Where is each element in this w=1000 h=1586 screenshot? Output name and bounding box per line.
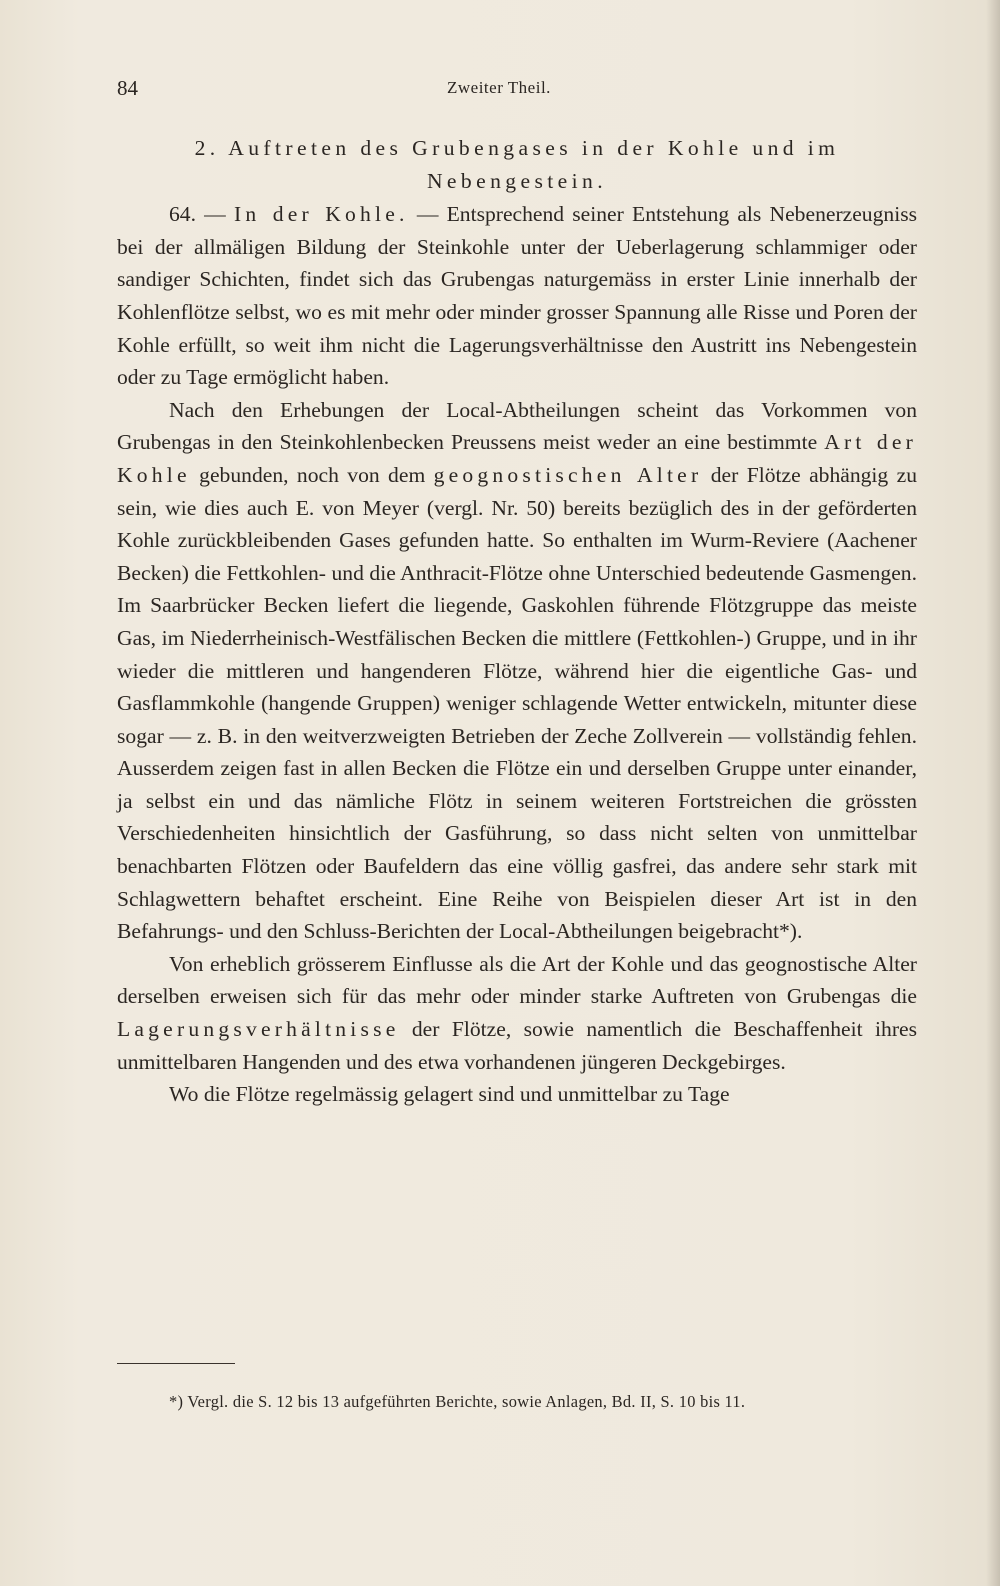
paragraph-text-2: der Flötze, sowie namentlich die Beschaffenheit ihres unmittelbaren Hangenden und des etwa vorhandenen jüngeren Deckgebirges.: [117, 1017, 917, 1074]
page-header: [117, 76, 917, 106]
paragraph-text: — Entsprechend seiner Entstehung als Nebenerzeugniss bei der allmäligen Bildung der Steinkohle unter der Ueberlagerung schlammiger oder sandiger Schichten, findet sich das Grubengas naturgemäss in erster Linie innerhalb der Kohlenflötze selbst, wo es mit mehr oder minder grosser Spannung alle Risse und Poren der Kohle erfüllt, so weit ihm nicht die Lagerungsverhältnisse den Austritt ins Nebengestein oder zu Tage ermöglicht haben.: [117, 202, 918, 390]
paragraph-number: 64.: [169, 202, 196, 227]
footnote-rule: [117, 1363, 235, 1364]
page-number: 84: [117, 76, 138, 100]
spaced-term-geognostischen-alter: geognostischen Alter: [433, 462, 703, 487]
paragraph-text-1: Nach den Erhebungen der Local-Abtheilungen scheint das Vorkommen von Grubengas in den Steinkohlenbecken Preussens meist weder an eine bestimmte: [117, 397, 917, 455]
running-head: Zweiter Theil.: [447, 78, 551, 97]
footnote: *) Vergl. die S. 12 bis 13 aufgeführten Berichte, sowie Anlagen, Bd. II, S. 10 bis 11.: [169, 1392, 746, 1411]
paragraph-heading: In der Kohle.: [233, 202, 409, 227]
dash: —: [196, 202, 234, 227]
paragraph-64: [117, 198, 917, 394]
page-edge-shadow: [986, 0, 1000, 1586]
section-title-line2: Nebengestein.: [426, 168, 608, 193]
paragraph-text-1: Von erheblich grösserem Einflusse als die Art der Kohle und das geognostische Alter derselben erweisen sich für das mehr oder minder starke Auftreten von Grubengas die: [117, 951, 917, 1009]
section-title-line1: 2. Auftreten des Grubengases in der Kohle und im: [194, 136, 840, 160]
paragraph-2: [117, 394, 917, 948]
main-text: [117, 132, 917, 1111]
spaced-term-lagerungsverhaeltnisse: Lagerungsverhältnisse: [117, 1017, 400, 1042]
paragraph-4: [117, 1078, 917, 1111]
spaced-term-art-der-kohle: Art der Kohle: [117, 430, 917, 487]
paragraph-text-3: der Flötze abhängig zu sein, wie dies auch E. von Meyer (vergl. Nr. 50) bereits bezüglich des in der geförderten Kohle zurückbleibenden Gases gefunden hatte. So enthalten im Wurm-Reviere (Aachener Becken) die Fettkohlen- und die Anthracit-Flötze ohne Unterschied bedeutende Gasmengen. Im Saarbrücker Becken liefert die liegende, Gaskohlen führende Flötzgruppe das meiste Gas, im Niederrheinisch-Westfälischen Becken die mittlere (Fettkohlen-) Gruppe, und in ihr wieder die mittleren und hangenderen Flötze, während hier die eigentliche Gas- und Gasflammkohle (hangende Gruppen) weniger schlagende Wetter entwickeln, mitunter diese sogar — z. B. in den weitverzweigten Betrieben der Zeche Zollverein — vollständig fehlen. Ausserdem zeigen fast in allen Becken die Flötze ein und derselben Gruppe unter einander, ja selbst ein und das nämliche Flötz in seinem weiteren Fortstreichen die grössten Verschiedenheiten hinsichtlich der Gasführung, so dass nicht selten von unmittelbar benachbarten Flötzen oder Baufeldern das eine völlig gasfrei, das andere sehr stark mit Schlagwettern behaftet erscheint. Eine Reihe von Beispielen dieser Art ist in den Befahrungs- und den Schluss-Berichten der Local-Abtheilungen beigebracht*).: [117, 462, 918, 944]
paragraph-text: Wo die Flötze regelmässig gelagert sind und unmittelbar zu Tage: [169, 1082, 730, 1107]
paragraph-text-2: gebunden, noch von dem: [190, 462, 434, 487]
paragraph-3: [117, 948, 917, 1078]
